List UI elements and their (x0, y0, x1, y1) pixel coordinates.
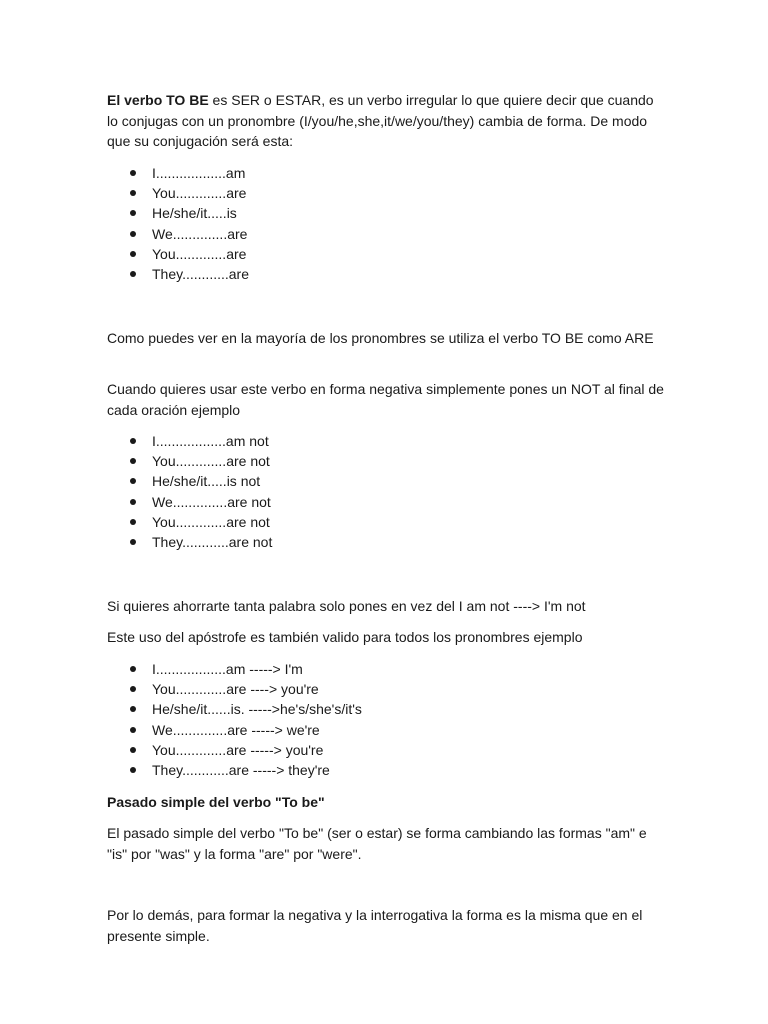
bullet-icon (130, 706, 136, 712)
negativa-paragraph: Cuando quieres usar este verbo en forma negativa simplemente pones un NOT al final de cada oración ejemplo (107, 381, 664, 418)
bullet-icon (130, 539, 136, 545)
apostrofe-paragraph: Este uso del apóstrofe es también valido para todos los pronombres ejemplo (107, 629, 583, 645)
list-item: I..................am (107, 163, 627, 183)
list-item: We..............are (107, 224, 627, 244)
bullet-icon (130, 666, 136, 672)
bullet-icon (130, 767, 136, 773)
contraction-list (107, 659, 627, 780)
list-item: You.............are ----> you're (107, 679, 627, 699)
bullet-icon (130, 747, 136, 753)
list-item: They............are not (107, 532, 627, 552)
conjugation-list (107, 163, 627, 284)
list-item: He/she/it.....is not (107, 471, 627, 491)
list-item: We..............are -----> we're (107, 720, 627, 740)
ahorrar-paragraph: Si quieres ahorrarte tanta palabra solo pones en vez del I am not ----> I'm not (107, 598, 586, 614)
bullet-icon (130, 519, 136, 525)
list-item: I..................am -----> I'm (107, 659, 627, 679)
negative-list (107, 431, 627, 552)
bullet-icon (130, 438, 136, 444)
mayoria-paragraph: Como puedes ver en la mayoría de los pronombres se utiliza el verbo TO BE como ARE (107, 330, 654, 346)
list-item: He/she/it.....is (107, 203, 627, 223)
list-item: You.............are (107, 183, 627, 203)
bullet-icon (130, 231, 136, 237)
intro-bold-term: El verbo TO BE (107, 92, 209, 108)
pasado-heading: Pasado simple del verbo "To be" (107, 794, 325, 810)
bullet-icon (130, 686, 136, 692)
bullet-icon (130, 499, 136, 505)
list-item: You.............are not (107, 512, 627, 532)
list-item: We..............are not (107, 492, 627, 512)
bullet-icon (130, 458, 136, 464)
list-item: I..................am not (107, 431, 627, 451)
bullet-icon (130, 271, 136, 277)
bullet-icon (130, 210, 136, 216)
list-item: They............are -----> they're (107, 760, 627, 780)
bullet-icon (130, 170, 136, 176)
bullet-icon (130, 251, 136, 257)
list-item: You.............are (107, 244, 627, 264)
list-item: They............are (107, 264, 627, 284)
bullet-icon (130, 727, 136, 733)
list-item: You.............are not (107, 451, 627, 471)
list-item: He/she/it......is. ----->he's/she's/it's (107, 699, 627, 719)
list-item: You.............are -----> you're (107, 740, 627, 760)
bullet-icon (130, 190, 136, 196)
intro-text: es SER o ESTAR, es un verbo irregular lo que quiere decir que cuando lo conjugas con un pronombre (I/you/he,she,it/we/you/they) cambia de forma. De modo que su conjugación será esta: (107, 92, 654, 149)
demas-paragraph: Por lo demás, para formar la negativa y la interrogativa la forma es la misma que en el presente simple. (107, 907, 643, 944)
pasado-paragraph: El pasado simple del verbo "To be" (ser o estar) se forma cambiando las formas "am" e "is" por "was" y la forma "are" por "were". (107, 825, 647, 862)
bullet-icon (130, 478, 136, 484)
intro-paragraph (107, 90, 667, 152)
